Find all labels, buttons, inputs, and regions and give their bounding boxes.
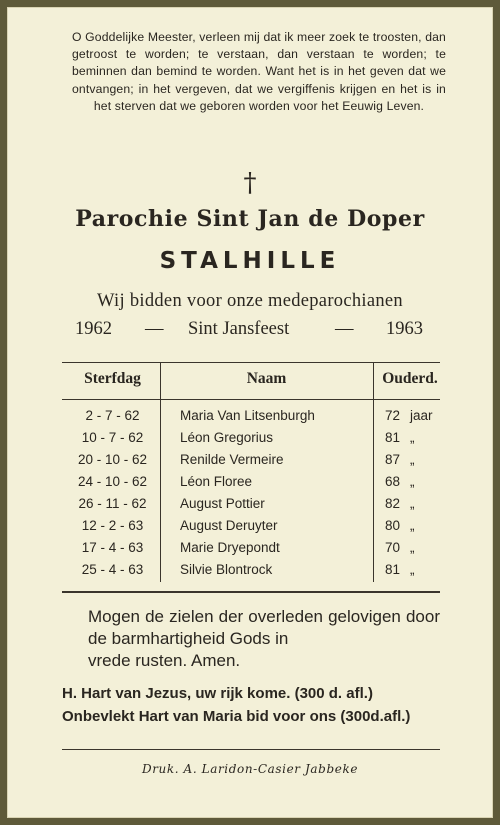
table-header-rule <box>62 399 440 400</box>
row-date: 10 - 7 - 62 <box>81 430 144 445</box>
year-dash-2: — <box>335 319 354 339</box>
table-row <box>0 518 500 540</box>
row-date: 2 - 7 - 62 <box>85 408 140 423</box>
row-date: 17 - 4 - 63 <box>81 540 144 555</box>
row-name: Léon Floree <box>180 474 253 489</box>
table-row <box>0 540 500 562</box>
row-age: 82 <box>385 496 401 511</box>
prayer-intro: Wij bidden voor onze medeparochianen <box>97 291 403 311</box>
closing-last-line: vrede rusten. Amen. <box>88 651 241 670</box>
row-unit: „ <box>410 452 415 467</box>
town-name: STALHILLE <box>159 248 341 274</box>
row-unit: „ <box>410 474 415 489</box>
year-start: 1962 <box>75 319 112 339</box>
printer-credit: Druk. A. Laridon-Casier Jabbeke <box>141 762 359 776</box>
parish-title: Parochie Sint Jan de Doper <box>75 206 425 232</box>
row-name: Maria Van Litsenburgh <box>180 408 315 423</box>
table-bottom-rule <box>62 591 440 593</box>
row-age: 72 <box>385 408 401 423</box>
printer-rule <box>62 749 440 750</box>
row-unit: „ <box>410 430 415 445</box>
row-date: 25 - 4 - 63 <box>81 562 144 577</box>
row-date: 12 - 2 - 63 <box>81 518 144 533</box>
indulgence-2: Onbevlekt Hart van Maria bid voor ons (300d.afl.) <box>62 708 411 725</box>
cross-icon: † <box>243 168 257 198</box>
row-name: August Pottier <box>180 496 265 511</box>
row-name: August Deruyter <box>180 518 278 533</box>
year-dash-1: — <box>145 319 164 339</box>
row-age: 68 <box>385 474 401 489</box>
table-row <box>0 474 500 496</box>
row-date: 24 - 10 - 62 <box>77 474 148 489</box>
prayer-text: O Goddelijke Meester, verleen mij dat ik meer zoek te troosten, dan getroost te worden; te verstaan, dan verstaan te worden; te beminnen dan bemind te worden. Want het is in het geven dat we ontvangen; in het vergeven, dat we vergiffenis krijgen en het is in het sterven dat we geboren worden voor het Eeuwig Leven. <box>72 30 446 113</box>
header-age: Ouderd. <box>382 370 438 387</box>
year-end: 1963 <box>386 319 423 339</box>
table-row <box>0 562 500 584</box>
row-date: 20 - 10 - 62 <box>77 452 148 467</box>
row-name: Renilde Vermeire <box>180 452 284 467</box>
row-age: 70 <box>385 540 401 555</box>
header-date: Sterfdag <box>84 370 141 387</box>
table-row <box>0 430 500 452</box>
table-row <box>0 496 500 518</box>
row-unit: „ <box>410 562 415 577</box>
feast-name: Sint Jansfeest <box>188 319 290 339</box>
row-name: Marie Dryepondt <box>180 540 280 555</box>
table-row <box>0 452 500 474</box>
table-row <box>0 408 500 430</box>
row-date: 26 - 11 - 62 <box>78 496 147 511</box>
row-age: 81 <box>385 430 401 445</box>
closing-prayer <box>88 606 440 672</box>
row-unit: „ <box>410 540 415 555</box>
indulgence-1: H. Hart van Jezus, uw rijk kome. (300 d. afl.) <box>62 685 373 702</box>
closing-text: Mogen de zielen der overleden gelovigen door de barmhartigheid Gods in <box>88 607 440 648</box>
row-unit: „ <box>410 496 415 511</box>
row-age: 80 <box>385 518 401 533</box>
row-unit: jaar <box>410 408 433 423</box>
table-top-rule <box>62 362 440 363</box>
row-age: 87 <box>385 452 401 467</box>
row-unit: „ <box>410 518 415 533</box>
row-name: Léon Gregorius <box>180 430 274 445</box>
row-age: 81 <box>385 562 401 577</box>
header-name: Naam <box>246 370 287 387</box>
row-name: Silvie Blontrock <box>180 562 273 577</box>
